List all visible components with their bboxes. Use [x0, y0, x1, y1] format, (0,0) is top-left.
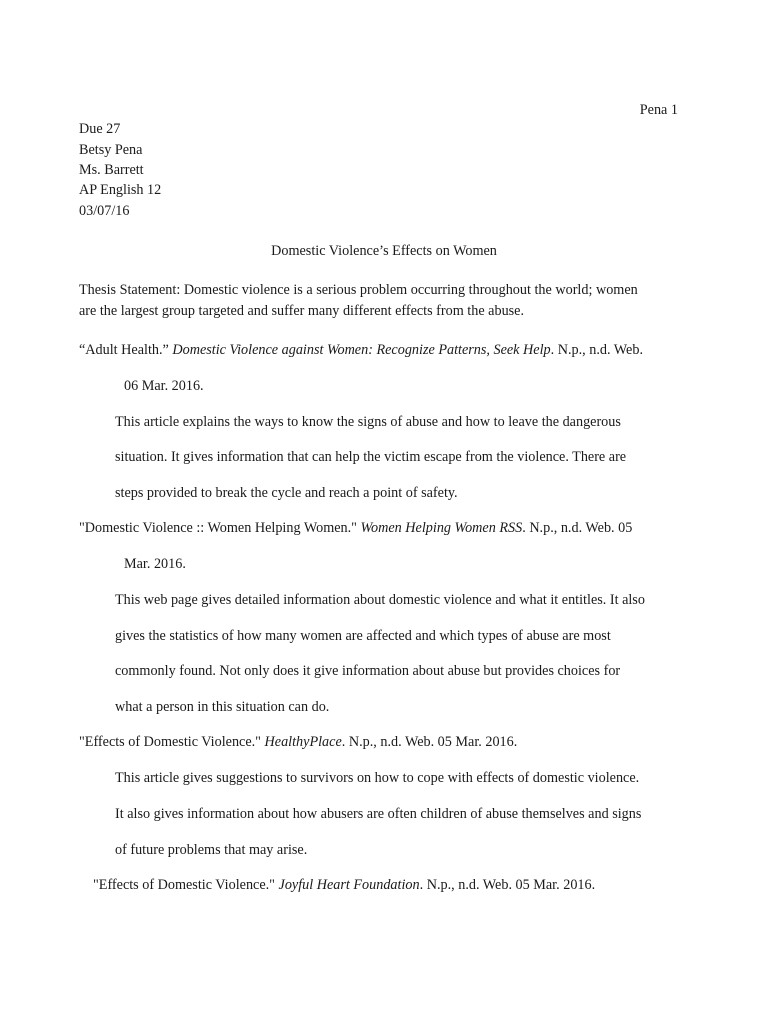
citation-2-source-title: Women Helping Women RSS: [360, 520, 523, 536]
annotation-2-line-3: commonly found. Not only does it give information about abuse but provides choices for: [115, 663, 621, 679]
citation-1: “Adult Health.” Domestic Violence against Women: Recognize Patterns, Seek Help. N.p., n.d. Web.: [79, 342, 643, 358]
citation-2: "Domestic Violence :: Women Helping Women." Women Helping Women RSS. N.p., n.d. Web. 05: [79, 520, 633, 536]
annotation-2-line-4: what a person in this situation can do.: [115, 699, 330, 715]
thesis-line-1: Thesis Statement: Domestic violence is a serious problem occurring throughout the world; women: [79, 282, 638, 298]
thesis-line-2: are the largest group targeted and suffer many different effects from the abuse.: [79, 303, 525, 319]
page-header-number: Pena 1: [639, 102, 678, 118]
heading-student-name: Betsy Pena: [79, 142, 143, 158]
annotation-3-line-1: This article gives suggestions to survivors on how to cope with effects of domestic violence.: [115, 770, 640, 786]
heading-teacher: Ms. Barrett: [79, 162, 144, 178]
annotation-2-line-1: This web page gives detailed information about domestic violence and what it entitles. It also: [115, 592, 645, 608]
citation-3-source-title: HealthyPlace: [264, 734, 342, 750]
heading-date: 03/07/16: [79, 203, 130, 219]
citation-3: "Effects of Domestic Violence." HealthyPlace. N.p., n.d. Web. 05 Mar. 2016.: [79, 734, 518, 750]
annotation-3-line-2: It also gives information about how abusers are often children of abuse themselves and signs: [115, 806, 642, 822]
citation-2-continuation: Mar. 2016.: [124, 556, 186, 572]
annotation-2-line-2: gives the statistics of how many women are affected and which types of abuse are most: [115, 628, 611, 644]
annotation-1-line-2: situation. It gives information that can help the victim escape from the violence. There are: [115, 449, 627, 465]
annotation-3-line-3: of future problems that may arise.: [115, 842, 308, 858]
citation-1-source-title: Domestic Violence against Women: Recognize Patterns, Seek Help: [172, 342, 551, 358]
citation-4-source-title: Joyful Heart Foundation: [278, 877, 420, 893]
citation-1-continuation: 06 Mar. 2016.: [124, 378, 204, 394]
annotation-1-line-3: steps provided to break the cycle and reach a point of safety.: [115, 485, 458, 501]
heading-course: AP English 12: [79, 182, 162, 198]
citation-4: "Effects of Domestic Violence." Joyful Heart Foundation. N.p., n.d. Web. 05 Mar. 2016.: [93, 877, 596, 893]
heading-due: Due 27: [79, 121, 121, 137]
document-title: Domestic Violence’s Effects on Women: [271, 243, 497, 259]
annotation-1-line-1: This article explains the ways to know the signs of abuse and how to leave the dangerous: [115, 414, 621, 430]
